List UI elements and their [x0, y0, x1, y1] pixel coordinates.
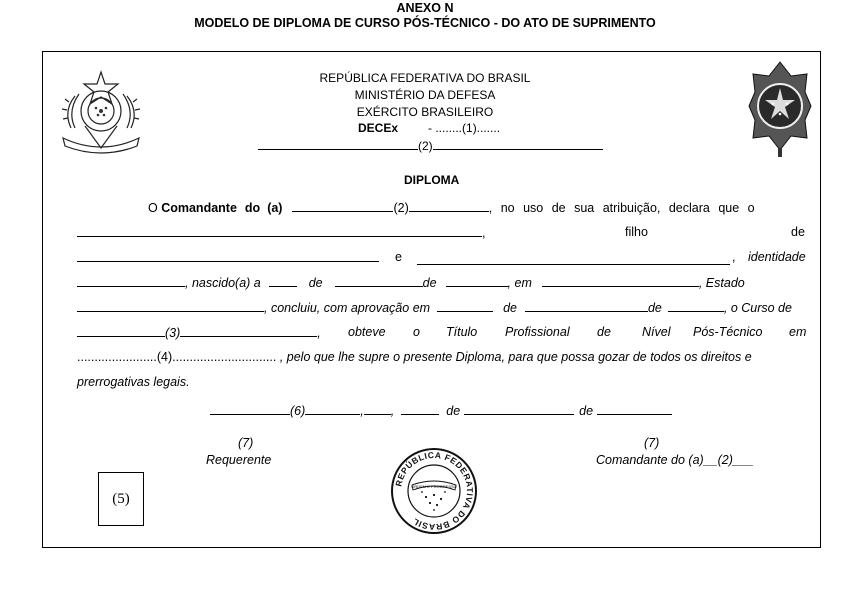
text-de: de	[579, 404, 594, 418]
text-o: O	[148, 201, 162, 215]
signature-left-label: Requerente	[206, 453, 272, 467]
text-concluiu: , concluiu, com aprovação em	[264, 301, 431, 315]
body-line-8: prerrogativas legais.	[77, 375, 190, 389]
comma: ,	[390, 404, 395, 418]
text-comandante: Comandante	[161, 201, 237, 215]
text-em: em	[789, 325, 807, 339]
text-de: de	[647, 301, 662, 315]
date-line	[210, 403, 672, 418]
header-army: EXÉRCITO BRASILEIRO	[356, 105, 494, 119]
text-nivel: Nível	[642, 325, 671, 339]
signature-left-number: (7)	[238, 436, 254, 450]
comma: ,	[317, 326, 321, 340]
text-titulo: Título	[446, 325, 478, 339]
text-o-curso: , o Curso de	[723, 301, 792, 315]
text-profissional: Profissional	[505, 325, 570, 339]
annex-title: ANEXO N	[396, 1, 454, 15]
comma: ,	[482, 226, 486, 240]
seal-band-text: ORDEM E PROGRESSO	[411, 484, 457, 489]
text-e: e	[395, 250, 402, 264]
text-de: de	[791, 225, 805, 239]
body-line-2	[77, 225, 807, 240]
body-line-7	[77, 350, 752, 364]
comma: ,	[732, 250, 736, 264]
text-estado: , Estado	[698, 276, 745, 290]
diploma-title: DIPLOMA	[404, 173, 460, 187]
national-seal-icon	[390, 447, 478, 535]
signature-right-label: Comandante do (a)__(2)___	[596, 453, 754, 467]
header-org-line	[358, 121, 500, 135]
text-o: o	[413, 325, 420, 339]
text-identidade: identidade	[748, 250, 806, 264]
body-line-6	[77, 325, 809, 340]
text-de: de	[597, 325, 611, 339]
body-line-1	[148, 200, 755, 215]
text-filho: filho	[625, 225, 648, 239]
org-field-1: - ........(1).......	[428, 121, 501, 135]
text-do: do	[244, 201, 261, 215]
header-ministry: MINISTÉRIO DA DEFESA	[354, 88, 496, 102]
header-field-2: (2)	[418, 139, 433, 153]
field-4-ref: .......................(4)..............................	[77, 350, 277, 364]
text-de: de	[308, 276, 323, 290]
body-line-3	[77, 250, 807, 265]
text-obteve: obteve	[348, 325, 386, 339]
signature-right-number: (7)	[644, 436, 660, 450]
header-field-2-line	[258, 138, 603, 153]
text-nascido: , nascido(a) a	[185, 276, 261, 290]
field-6-ref: (6)	[290, 404, 306, 418]
seal-text: REPÚBLICA FEDERATIVA DO BRASIL	[393, 449, 476, 533]
photo-box-label: (5)	[112, 490, 130, 507]
comma: ,	[360, 404, 364, 418]
text-pos-tecnico: Pós-Técnico	[693, 325, 763, 339]
svg-text:REPÚBLICA FEDERATIVA DO BRASIL	[393, 450, 475, 532]
field-2-ref: (2)	[393, 201, 409, 215]
photo-box	[98, 472, 144, 526]
body-line-5	[77, 300, 792, 315]
org-code: DECEx	[358, 121, 399, 135]
text-de: de	[446, 404, 461, 418]
text-pelo-que: , pelo que lhe supre o presente Diploma, para que possa gozar de todos os direitos e	[276, 350, 752, 364]
text-de: de	[503, 301, 517, 315]
text-de: de	[422, 276, 437, 290]
header-republic: REPÚBLICA FEDERATIVA DO BRASIL	[319, 71, 531, 85]
field-3-ref: (3)	[165, 326, 181, 340]
text-a: (a)	[267, 201, 283, 215]
text-declara: , no uso de sua atribuição, declara que o	[488, 201, 755, 215]
annex-subtitle: MODELO DE DIPLOMA DE CURSO PÓS-TÉCNICO - DO ATO DE SUPRIMENTO	[194, 16, 656, 30]
body-line-4	[77, 275, 745, 290]
text-em: , em	[507, 276, 532, 290]
